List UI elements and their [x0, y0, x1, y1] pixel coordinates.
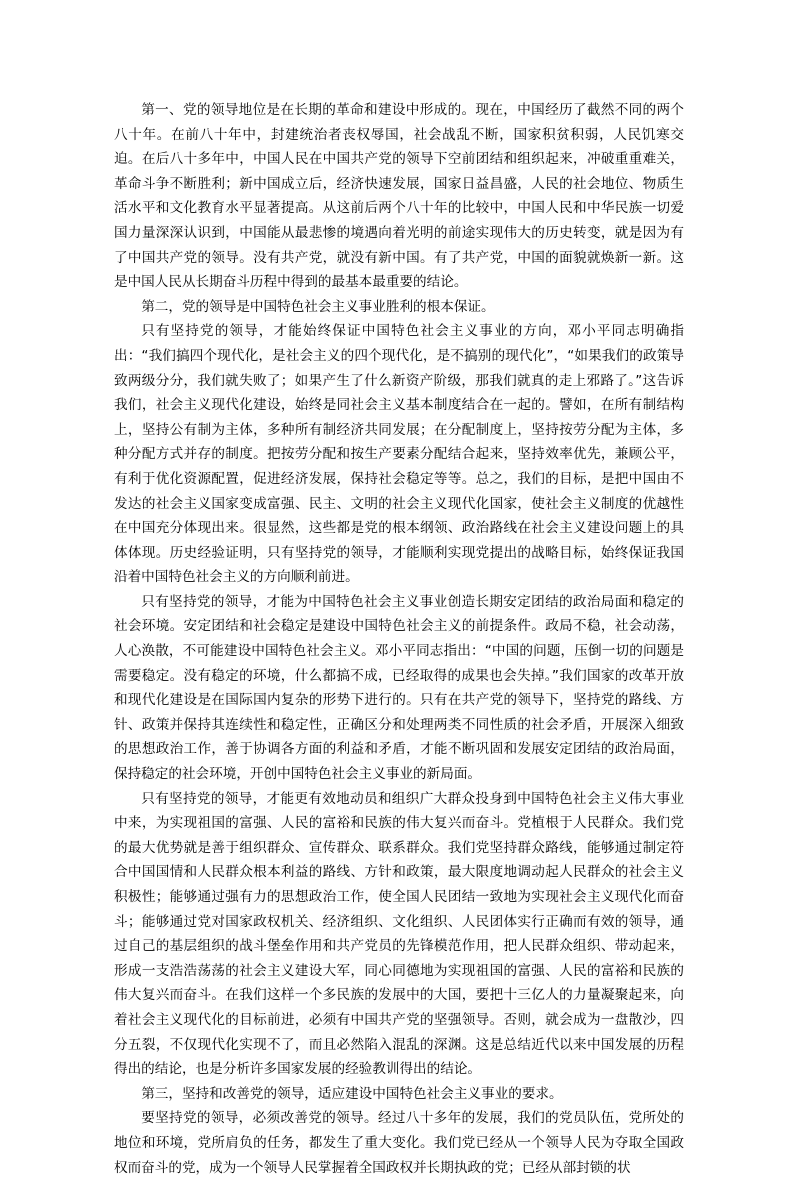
paragraph-third-point-heading: 第三，坚持和改善党的领导，适应建设中国特色社会主义事业的要求。 — [141, 1085, 563, 1102]
paragraph-mobilize-masses: 只有坚持党的领导，才能更有效地动员和组织广大群众投身到中国特色社会主义伟大事业中来，为实现祖国的富强、人民的富裕和民族的伟大复兴而奋斗。党植根于人民群众。我们党的最大优势就是善于组织群众、宣传群众、联系群众。我们党坚持群众路线，能够通过制定符合中国国情和人民群众根本利益的路线、方针和政策，最大限度地调动起人民群众的社会主义积极性；能够通过强有力的思想政治工作，使全国人民团结一致地为实现社会主义现代化而奋斗；能够通过党对国家政权机关、经济组织、文化组织、人民团体实行正确而有效的领导，通过自己的基层组织的战斗堡垒作用和共产党员的先锋模范作用，把人民群众组织、带动起来，形成一支浩浩荡荡的社会主义建设大军，同心同德地为实现祖国的富强、人民的富裕和民族的伟大复兴而奋斗。在我们这样一个多民族的发展中的大国，要把十三亿人的力量凝聚起来，向着社会主义现代化的目标前进，必须有中国共产党的坚强领导。否则，就会成为一盘散沙，四分五裂，不仅现代化实现不了，而且必然陷入混乱的深渊。这是总结近代以来中国发展的历程得出的结论，也是分析许多国家发展的经验教训得出的结论。 — [114, 790, 684, 1078]
paragraph-party-leadership-history: 第一、党的领导地位是在长期的革命和建设中形成的。现在，中国经历了截然不同的两个八十年。在前八十年中，封建统治者丧权辱国，社会战乱不断，国家积贫积弱，人民饥寒交迫。在后八十多年中，中国人民在中国共产党的领导下空前团结和组织起来，冲破重重难关，革命斗争不断胜利；新中国成立后，经济快速发展，国家日益昌盛，人民的社会地位、物质生活水平和文化教育水平显著提高。从这前后两个八十年的比较中，中国人民和中华民族一切爱国力量深深认识到，中国能从最悲惨的境遇向着光明的前途实现伟大的历史转变，就是因为有了中国共产党的领导。没有共产党，就没有新中国。有了共产党，中国的面貌就焕新一新。这是中国人民从长期奋斗历程中得到的最基本最重要的结论。 — [114, 102, 684, 291]
paragraph-socialist-direction: 只有坚持党的领导，才能始终保证中国特色社会主义事业的方向，邓小平同志明确指出：“我们搞四个现代化，是社会主义的四个现代化，是不搞别的现代化”，“如果我们的政策导致两级分分，我们就失败了；如果产生了什么新资产阶级，那我们就真的走上邪路了。”这告诉我们，社会主义现代化建设，始终是同社会主义基本制度结合在一起的。譬如，在所有制结构上，坚持公有制为主体，多种所有制经济共同发展；在分配制度上，坚持按劳分配为主体，多种分配方式并存的制度。把按劳分配和按生产要素分配结合起来，坚持效率优先，兼顾公平，有利于优化资源配置，促进经济发展，保持社会稳定等等。总之，我们的目标，是把中国由不发达的社会主义国家变成富强、民主、文明的社会主义现代化国家，使社会主义制度的优越性在中国充分体现出来。很显然，这些都是党的根本纲领、政治路线在社会主义建设问题上的具体体现。历史经验证明，只有坚持党的领导，才能顺利实现党提出的战略目标，始终保证我国沿着中国特色社会主义的方向顺利前进。 — [114, 323, 684, 586]
paragraph-improve-leadership: 要坚持党的领导，必须改善党的领导。经过八十多年的发展，我们的党员队伍，党所处的地位和环境，党所肩负的任务，都发生了重大变化。我们党已经从一个领导人民为夺取全国政权而奋斗的党，成为一个领导人民掌握着全国政权并长期执政的党；已经从部封锁的状 — [114, 1110, 684, 1176]
document-body — [114, 98, 684, 1180]
paragraph-second-point-heading: 第二，党的领导是中国特色社会主义事业胜利的根本保证。 — [141, 298, 495, 315]
paragraph-stability: 只有坚持党的领导，才能为中国特色社会主义事业创造长期安定团结的政治局面和稳定的社会环境。安定团结和社会稳定是建设中国特色社会主义的前提条件。政局不稳，社会动荡，人心涣散，不可能建设中国特色社会主义。邓小平同志指出：“中国的问题，压倒一切的问题是需要稳定。没有稳定的环境，什么都搞不成，已经取得的成果也会失掉。”我们国家的改革开放和现代化建设是在国际国内复杂的形势下进行的。只有在共产党的领导下，坚持党的路线、方针、政策并保持其连续性和稳定性，正确区分和处理两类不同性质的社会矛盾，开展深入细致的思想政治工作，善于协调各方面的利益和矛盾，才能不断巩固和发展安定团结的政治局面，保持稳定的社会环境，开创中国特色社会主义事业的新局面。 — [114, 593, 684, 783]
